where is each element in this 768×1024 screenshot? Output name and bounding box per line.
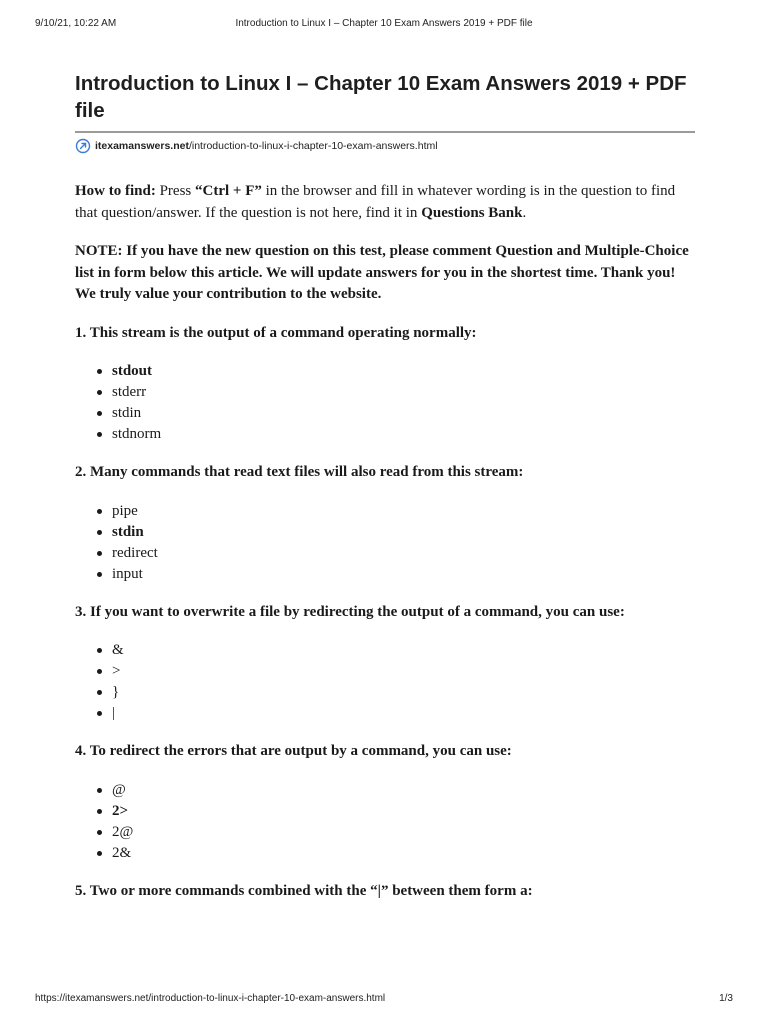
answer-options (75, 780, 695, 864)
answer-option: stdnorm (97, 424, 695, 445)
answer-option: @ (97, 780, 695, 801)
answer-option: } (97, 682, 695, 703)
questions-bank-link[interactable]: Questions Bank (421, 205, 523, 221)
print-page-number: 1/3 (719, 993, 733, 1004)
question-text: 4. To redirect the errors that are output by a command, you can use: (75, 743, 512, 759)
howto-text-1: Press (155, 183, 196, 199)
print-url: https://itexamanswers.net/introduction-to-linux-i-chapter-10-exam-answers.html (35, 993, 386, 1004)
question-text: 1. This stream is the output of a command operating normally: (75, 324, 477, 341)
answer-option: 2@ (97, 822, 695, 843)
page-title: Introduction to Linux I – Chapter 10 Exam Answers 2019 + PDF file (75, 72, 687, 122)
answer-option: > (97, 661, 695, 682)
print-datetime: 9/10/21, 10:22 AM (35, 18, 117, 29)
howto-shortcut: “Ctrl + F” (195, 183, 262, 199)
link-icon (75, 138, 91, 154)
howto-label: How to find: (75, 183, 156, 199)
answer-option: stdin (97, 403, 695, 424)
source-link[interactable] (75, 138, 695, 154)
title-divider (75, 131, 695, 133)
answer-option: redirect (97, 543, 695, 564)
answer-options (75, 361, 695, 445)
answer-options (75, 640, 695, 724)
howto-end: . (522, 205, 527, 221)
answer-option: input (97, 564, 695, 585)
answer-option: & (97, 640, 695, 661)
question-list (75, 323, 695, 903)
answer-option-correct: stdout (97, 361, 695, 382)
answer-options (75, 501, 695, 585)
answer-option: stderr (97, 382, 695, 403)
answer-option-correct: 2> (97, 801, 695, 822)
source-path: /introduction-to-linux-i-chapter-10-exam-answers.html (188, 140, 438, 152)
source-domain: itexamanswers.net (95, 140, 189, 152)
question-text: 3. If you want to overwrite a file by redirecting the output of a command, you can use: (75, 603, 625, 620)
how-to-find (75, 180, 695, 224)
answer-option: | (97, 703, 695, 724)
answer-option: 2& (97, 843, 695, 864)
note-paragraph: NOTE: If you have the new question on this test, please comment Question and Multiple-Choice list in form below this article. We will update answers for you in the shortest time. Thank you! We truly value your contribution to the website. (75, 243, 689, 302)
howto-text-2: in the browser and fill in whatever wording is in the question to find that question/answer. If the question is not here, find it in (75, 183, 676, 221)
question-text: 2. Many commands that read text files will also read from this stream: (75, 464, 524, 480)
answer-option: pipe (97, 501, 695, 522)
answer-option-correct: stdin (97, 522, 695, 543)
question-text: 5. Two or more commands combined with the “|” between them form a: (75, 882, 533, 899)
print-page-title: Introduction to Linux I – Chapter 10 Exam Answers 2019 + PDF file (235, 18, 533, 29)
article (75, 70, 695, 902)
